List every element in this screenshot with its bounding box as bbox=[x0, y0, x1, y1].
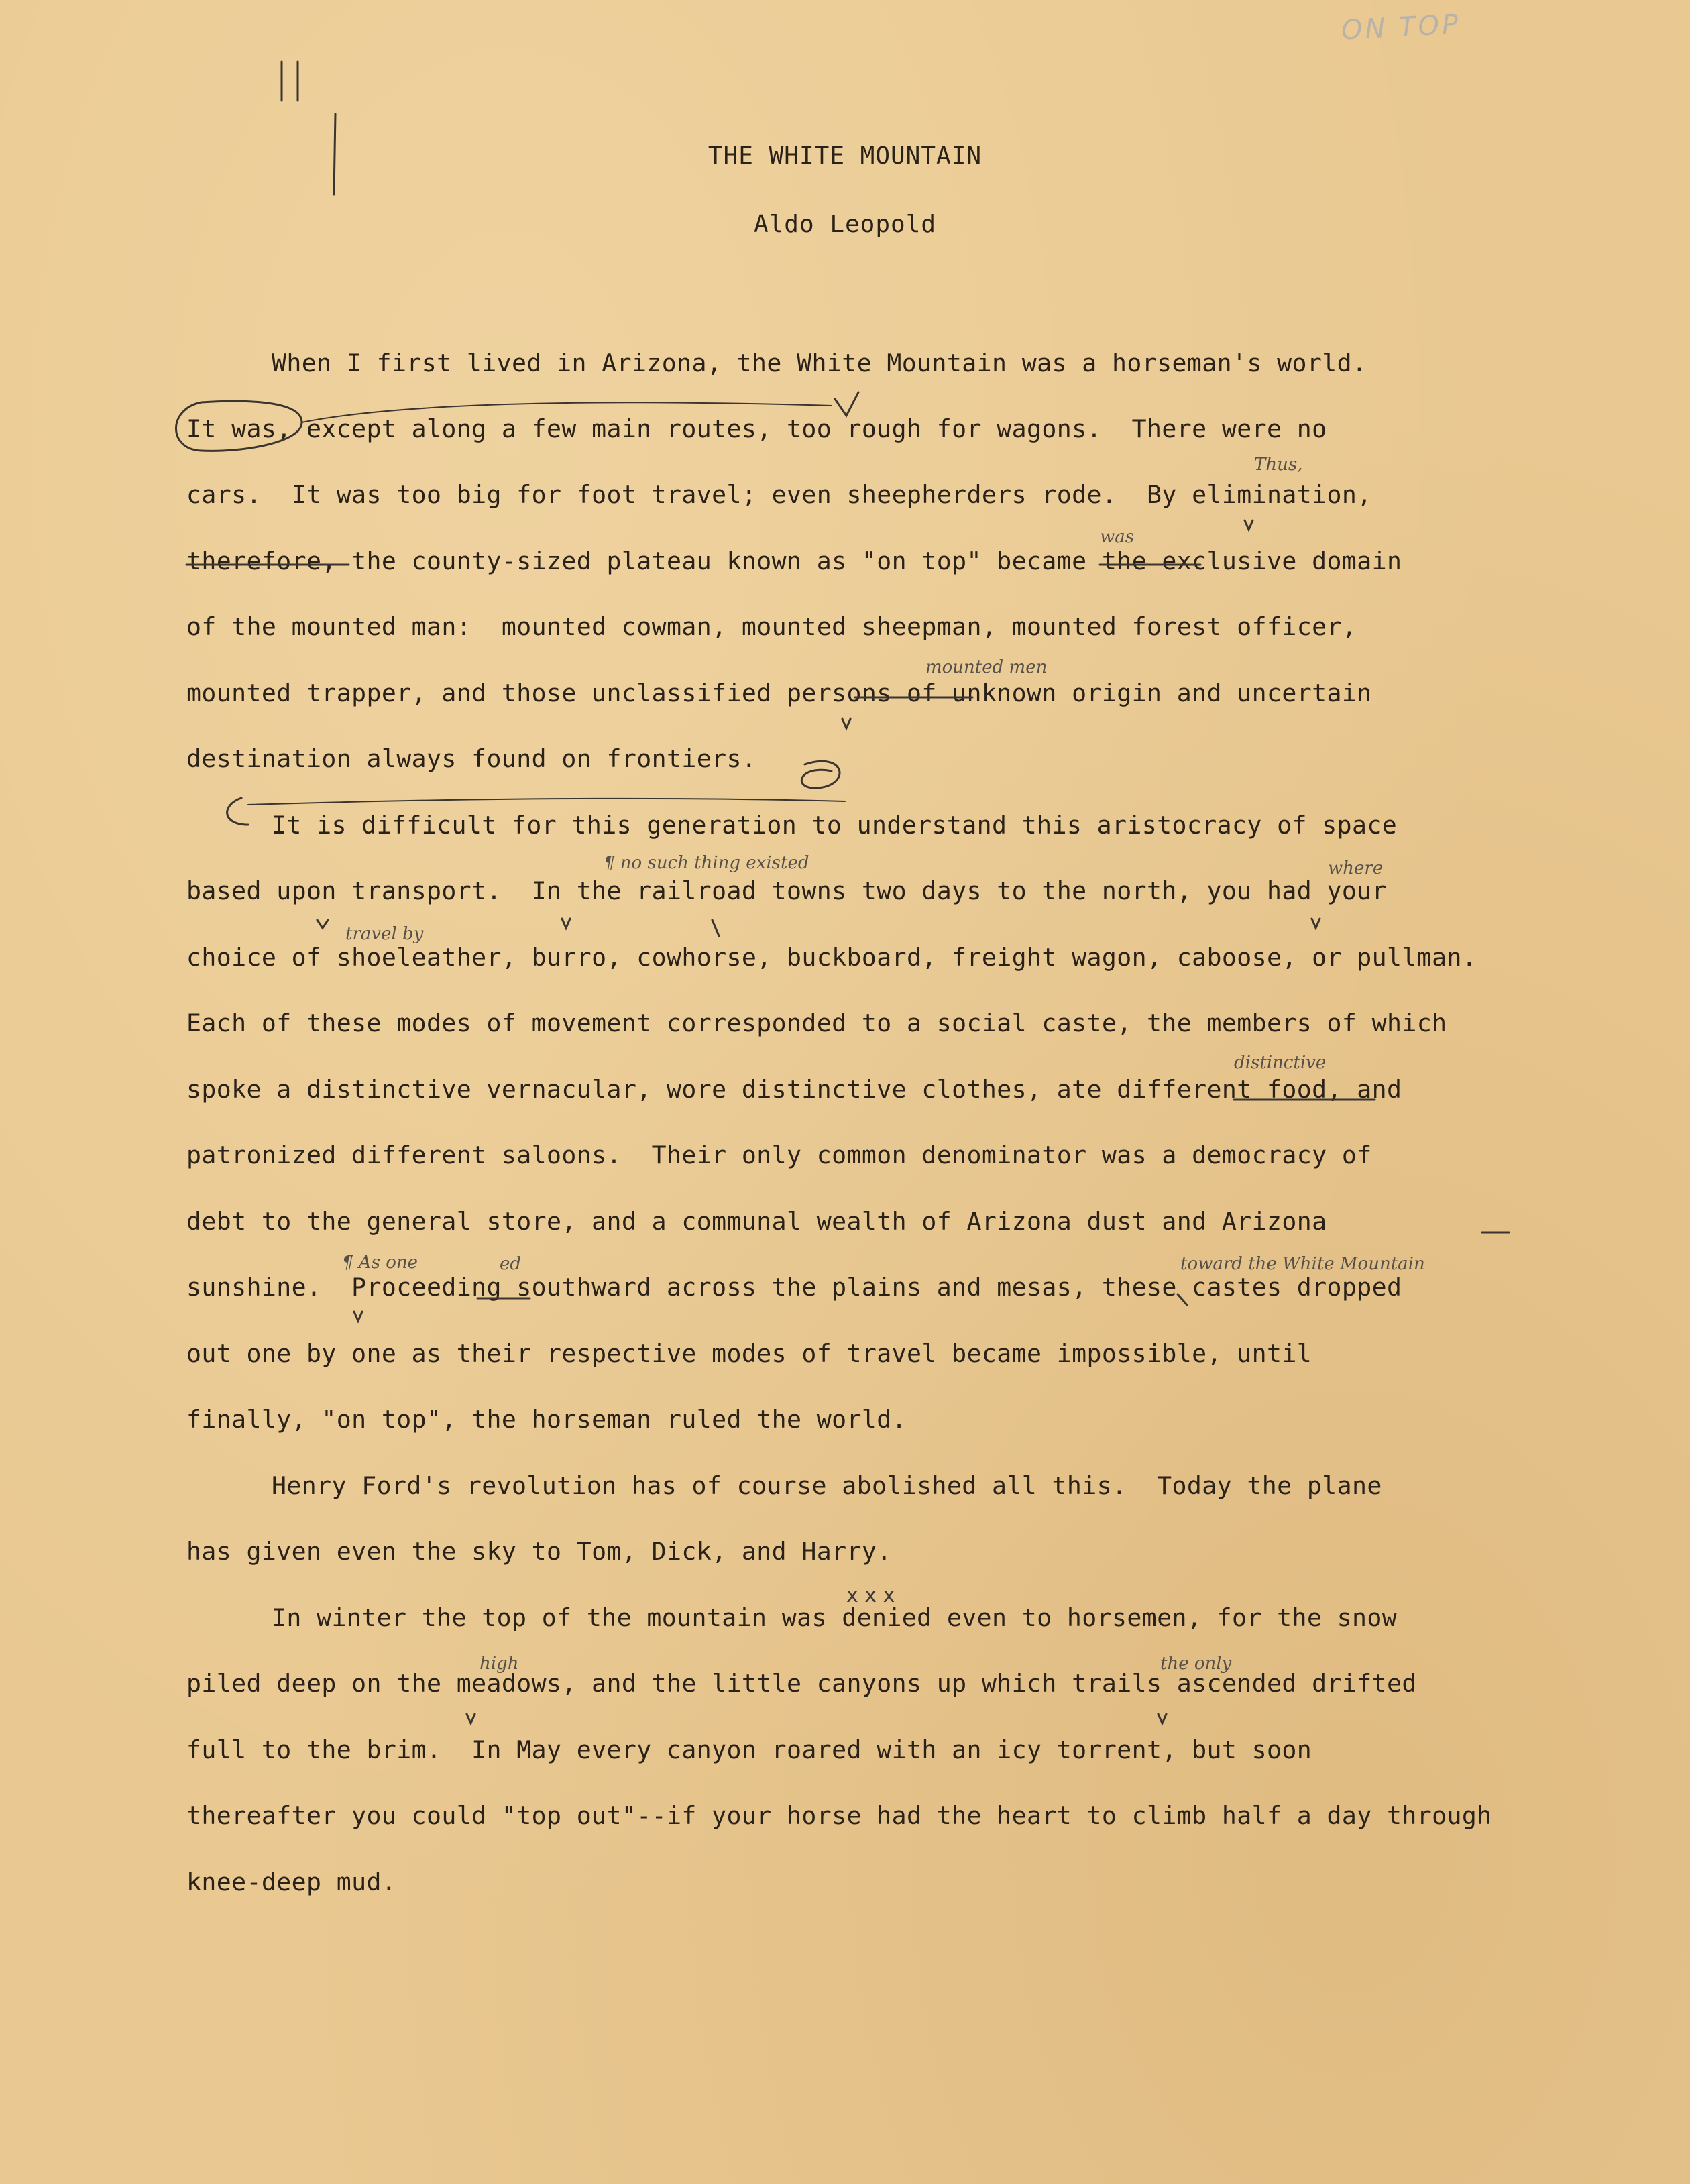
text-line: sunshine. Proceeding southward across the plains and mesas, these castes dropped bbox=[186, 1273, 1402, 1302]
corner-pencil-note: ON TOP bbox=[1340, 9, 1462, 46]
annotation-high: high bbox=[480, 1654, 519, 1674]
annotation-thus: Thus, bbox=[1254, 455, 1303, 475]
text-line: Each of these modes of movement corresponded to a social caste, the members of which bbox=[186, 1009, 1447, 1037]
text-line: When I first lived in Arizona, the White Mountain was a horseman's world. bbox=[272, 349, 1367, 378]
annotation-travel-by: travel by bbox=[345, 924, 424, 944]
text-line: It was, except along a few main routes, too rough for wagons. There were no bbox=[186, 414, 1327, 443]
text-line: choice of shoeleather, burro, cowhorse, buckboard, freight wagon, caboose, or pullman. bbox=[186, 943, 1477, 972]
text-line: thereafter you could "top out"--if your horse had the heart to climb half a day through bbox=[186, 1801, 1492, 1830]
text-line: mounted trapper, and those unclassified persons of unknown origin and uncertain bbox=[186, 679, 1372, 707]
text-line: destination always found on frontiers. bbox=[186, 744, 757, 773]
text-line: piled deep on the meadows, and the little canyons up which trails ascended drifted bbox=[186, 1669, 1417, 1698]
section-break-mark: x x x bbox=[846, 1584, 895, 1607]
annotation-toward: toward the White Mountain bbox=[1180, 1254, 1425, 1274]
text-line: based upon transport. In the railroad towns two days to the north, you had your bbox=[186, 876, 1387, 905]
annotation-was: was bbox=[1100, 527, 1135, 547]
annotation-no-such-thing: ¶ no such thing existed bbox=[604, 853, 809, 873]
text-line: Henry Ford's revolution has of course abolished all this. Today the plane bbox=[272, 1471, 1382, 1500]
author-name: Aldo Leopold bbox=[753, 211, 937, 238]
annotation-distinctive: distinctive bbox=[1234, 1053, 1327, 1073]
annotation-the-only: the only bbox=[1160, 1654, 1232, 1674]
annotation-ed: ed bbox=[500, 1254, 522, 1274]
annotation-where: where bbox=[1328, 858, 1384, 878]
document-title: THE WHITE MOUNTAIN bbox=[708, 142, 982, 170]
text-line: patronized different saloons. Their only common denominator was a democracy of bbox=[186, 1141, 1372, 1169]
text-line: cars. It was too big for foot travel; even sheepherders rode. By elimination, bbox=[186, 480, 1372, 509]
text-line: knee-deep mud. bbox=[186, 1867, 397, 1896]
annotation-mounted-men: mounted men bbox=[925, 657, 1048, 677]
text-line: debt to the general store, and a communal wealth of Arizona dust and Arizona bbox=[186, 1207, 1327, 1236]
text-line: out one by one as their respective modes of travel became impossible, until bbox=[186, 1339, 1312, 1368]
text-line: therefore, the county-sized plateau known as "on top" became the exclusive domain bbox=[186, 547, 1402, 575]
annotation-as-one: ¶ As one bbox=[342, 1253, 418, 1273]
text-line: spoke a distinctive vernacular, wore distinctive clothes, ate different food, and bbox=[186, 1075, 1402, 1104]
text-line: full to the brim. In May every canyon roared with an icy torrent, but soon bbox=[186, 1735, 1312, 1764]
text-line: It is difficult for this generation to understand this aristocracy of space bbox=[272, 811, 1398, 840]
text-line: of the mounted man: mounted cowman, mounted sheepman, mounted forest officer, bbox=[186, 612, 1357, 641]
text-line: finally, "on top", the horseman ruled the world. bbox=[186, 1405, 907, 1434]
text-line: has given even the sky to Tom, Dick, and Harry. bbox=[186, 1537, 892, 1566]
text-line: In winter the top of the mountain was denied even to horsemen, for the snow bbox=[272, 1603, 1398, 1632]
